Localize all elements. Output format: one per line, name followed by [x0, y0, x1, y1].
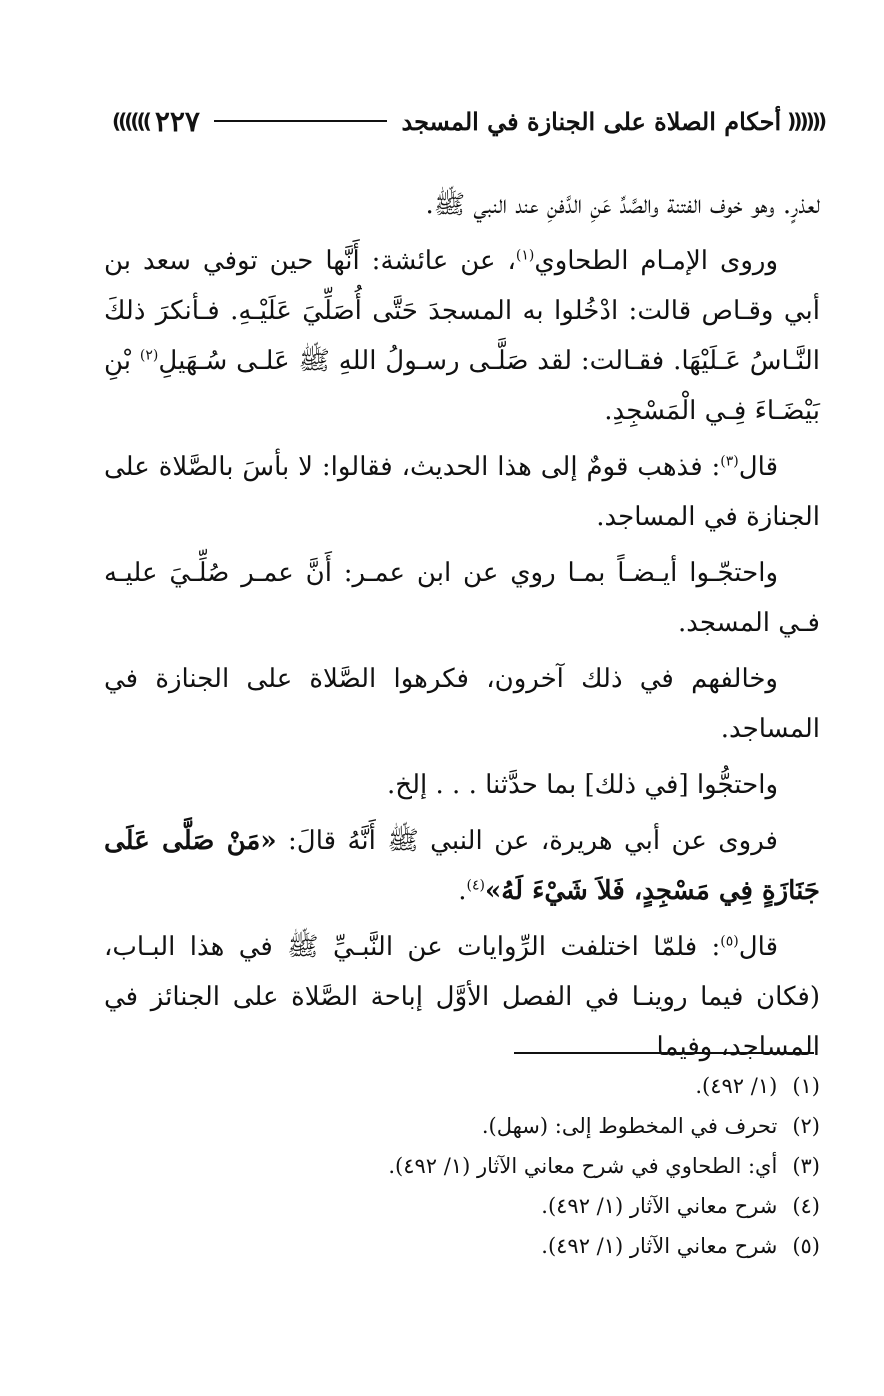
paragraph: فروى عن أبي هريرة، عن النبي ﷺ أَنَّهُ قالَ: «مَنْ صَلَّى عَلَى جَنَازَةٍ فِي مَسْجِدٍ، فَلاَ شَيْءَ لَهُ»$^{(٤)}$.: [104, 826, 820, 906]
running-header: [112, 96, 824, 146]
footnote-number: (٥): [792, 1234, 820, 1258]
footnote: [104, 1186, 820, 1226]
header-rule: [214, 120, 388, 122]
paragraph: واحتجّـوا أيـضـاً بمـا روي عن ابن عمـر: أَنَّ عمـر صُلِّـيَ عليـه فـي المسجد.: [104, 558, 820, 638]
footnote-number: (٣): [792, 1154, 820, 1178]
footnote: [104, 1106, 820, 1146]
paragraph: واحتجُّوا [في ذلك] بما حدَّثنا . . . إلخ.: [387, 770, 778, 800]
footnote-ref: (١): [515, 247, 535, 264]
footnote-text: شرح معاني الآثار (١/ ٤٩٢).: [541, 1234, 778, 1258]
hadith-quote: «مَنْ صَلَّى عَلَى جَنَازَةٍ فِي مَسْجِدٍ، فَلاَ شَيْءَ لَهُ»: [104, 826, 820, 906]
paragraph: قال$^{(٣)}$: فذهب قومٌ إلى هذا الحديث، فقالوا: لا بأسَ بالصَّلاة على الجنازة في المساجد.: [104, 452, 820, 532]
footnote-number: (٤): [792, 1194, 820, 1218]
paragraph: وروى الإمـام الطحاوي$^{(١)}$، عن عائشة: أَنَّها حين توفي سعد بن أبي وقـاص قالت: ادْخُلوا به المسجدَ حَتَّى أُصَلِّيَ عَلَيْـهِ. فـأنكرَ ذلكَ النَّـاسُ عَـلَيْهَا. فقـالت: لقد صَلَّـى رسـولُ اللهِ ﷺ عَلـى سُـهَيلِ$^{(٢)}$ بْنِ بَيْضَـاءَ فِـي الْمَسْجِدِ.: [104, 246, 820, 426]
footnote-text: شرح معاني الآثار (١/ ٤٩٢).: [541, 1194, 778, 1218]
footnote-ref: (٢): [139, 347, 159, 364]
footnote-text: (١/ ٤٩٢).: [695, 1074, 778, 1098]
chapter-title: أحكام الصلاة على الجنازة في المسجد: [401, 106, 782, 136]
footnote-separator: [514, 1052, 814, 1054]
paragraph: قال$^{(٥)}$: فلمّا اختلفت الرِّوايات عن النَّبـيِّ ﷺ في هذا البـاب، (فكان فيما روينـا في الفصل الأوَّل إباحة الصَّلاة على الجنائز في المساجد، وفيما: [104, 932, 820, 1062]
footnote-number: (١): [792, 1074, 820, 1098]
ornament-right: ((((((: [787, 109, 824, 133]
footnote-ref: (٥): [720, 933, 739, 950]
footnote-ref: (٣): [720, 453, 739, 470]
footnote: [104, 1066, 820, 1106]
footnote-text: أي: الطحاوي في شرح معاني الآثار (١/ ٤٩٢).: [388, 1154, 778, 1178]
ornament-left: )))))): [112, 109, 149, 133]
paragraph: لعذرٍ. وهو خوف الفتنة والصَّدِّ عَنِ الدَّفنِ عند النبي ﷺ.: [425, 190, 820, 220]
footnote-number: (٢): [792, 1114, 820, 1138]
footnotes: [104, 1066, 820, 1266]
paragraph: وخالفهم في ذلك آخرون، فكرهوا الصَّلاة على الجنازة في المساجد.: [104, 664, 820, 744]
footnote-ref: (٤): [466, 877, 485, 894]
footnote: [104, 1226, 820, 1266]
footnote-text: تحرف في المخطوط إلى: (سهل).: [481, 1114, 778, 1138]
page-number: ٢٢٧: [154, 104, 200, 138]
footnote: [104, 1146, 820, 1186]
body-text: [104, 180, 820, 1078]
